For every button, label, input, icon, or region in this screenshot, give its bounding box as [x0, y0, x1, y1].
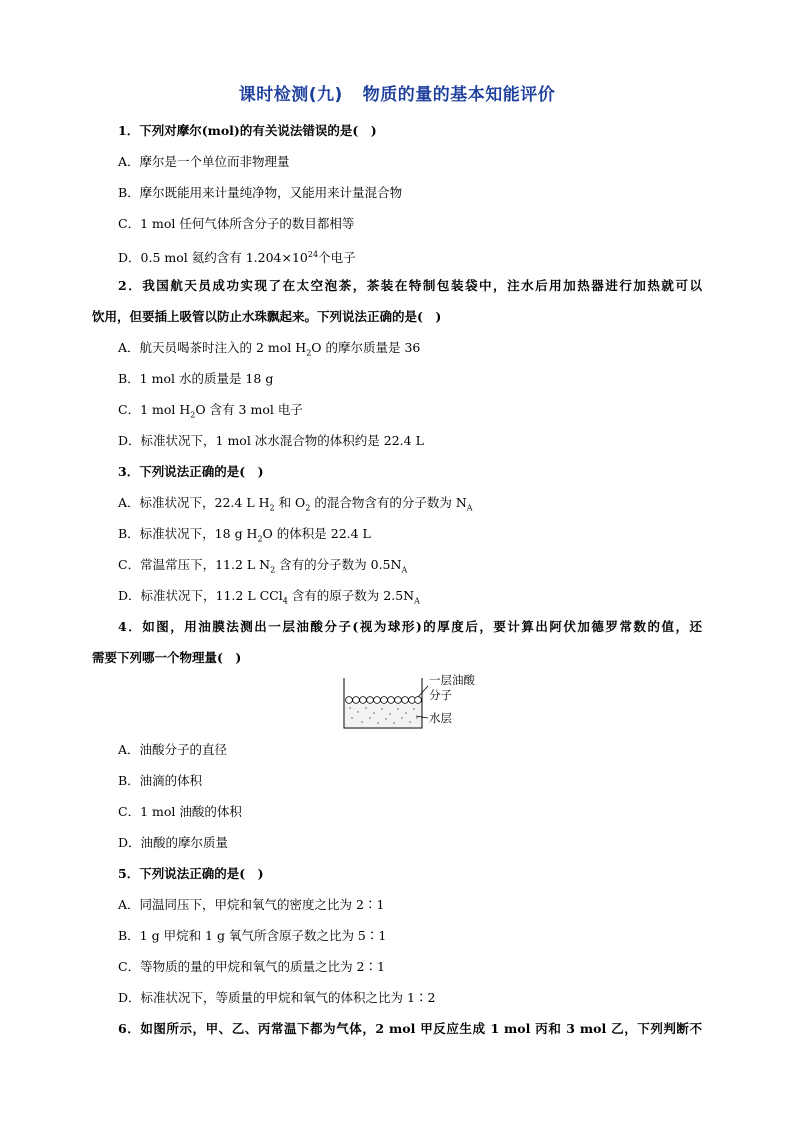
water-layer	[345, 704, 421, 727]
q1-option-c: C．1 mol 任何气体所含分子的数目都相等	[118, 216, 355, 231]
leader-line-molecule	[418, 686, 428, 697]
q2-option-c: C．1 mol $H_2O$ 含有 3 mol 电子	[118, 402, 303, 420]
q3-option-b: B．标准状况下，18 g $H_2O$ 的体积是 22.4 L	[118, 526, 371, 544]
q1-option-d: D．0.5 mol 氦约含有 $1.204\times 10^{24}$个电子	[118, 250, 356, 266]
q2-option-b: B．1 mol 水的质量是 18 g	[118, 371, 274, 386]
q1-option-a: A．摩尔是一个单位而非物理量	[118, 154, 290, 169]
q3-stem: 3．下列说法正确的是( )	[118, 464, 264, 479]
q1-option-b: B．摩尔既能用来计量纯净物，又能用来计量混合物	[118, 185, 403, 200]
q1-stem: 1．下列对摩尔(mol)的有关说法错误的是( )	[118, 123, 377, 138]
q4-option-c: C．1 mol 油酸的体积	[118, 804, 242, 819]
q4-stem-line1: 4．如图，用油膜法测出一层油酸分子(视为球形)的厚度后，要计算出阿伏加德罗常数的值，还	[118, 619, 702, 634]
q2-option-d: D．标准状况下，1 mol 冰水混合物的体积约是 22.4 L	[118, 433, 424, 448]
title-part2: 物质的量的基本知能评价	[362, 85, 556, 105]
q4-option-b: B．油滴的体积	[118, 773, 203, 788]
q2-stem-line1: 2．我国航天员成功实现了在太空泡茶，茶装在特制包装袋中，注水后用加热器进行加热就可以	[118, 278, 702, 293]
label-water-layer: 水层	[429, 711, 452, 725]
q5-option-a: A．同温同压下，甲烷和氧气的密度之比为 2∶1	[118, 897, 385, 912]
q3-option-c: C．常温常压下，11.2 L $N_2$ 含有的分子数为 $0.5N_A$	[118, 557, 408, 575]
label-oil-layer: 一层油酸	[429, 673, 475, 687]
page-title	[0, 80, 794, 105]
oil-molecule-layer	[346, 697, 422, 704]
q5-stem: 5．下列说法正确的是( )	[118, 866, 264, 881]
q2-option-a: A．航天员喝茶时注入的 2 mol $H_2O$ 的摩尔质量是 36	[118, 340, 421, 358]
q4-stem-line2: 需要下列哪一个物理量( )	[92, 650, 242, 665]
title-part1: 课时检测(九)	[238, 85, 343, 105]
q5-option-b: B．1 g 甲烷和 1 g 氧气所含原子数之比为 5∶1	[118, 928, 387, 943]
oil-film-figure	[336, 672, 486, 734]
q5-option-d: D．标准状况下，等质量的甲烷和氧气的体积之比为 1∶2	[118, 990, 436, 1005]
q6-stem-line1: 6．如图所示，甲、乙、丙常温下都为气体，2 mol 甲反应生成 1 mol 丙和 3 mol 乙，下列判断不	[118, 1021, 702, 1036]
q3-option-d: D．标准状况下，11.2 L CCl$_4$ 含有的原子数为 $2.5N_A$	[118, 588, 420, 606]
q4-option-d: D．油酸的摩尔质量	[118, 835, 229, 850]
label-molecule: 分子	[429, 688, 452, 702]
q2-stem-line2: 饮用，但要插上吸管以防止水珠飘起来。下列说法正确的是( )	[92, 309, 442, 324]
q5-option-c: C．等物质的量的甲烷和氧气的质量之比为 2∶1	[118, 959, 385, 974]
q4-option-a: A．油酸分子的直径	[118, 742, 228, 757]
q3-option-a: A．标准状况下，22.4 L $H_2$ 和 $O_2$ 的混合物含有的分子数为 $N_A$	[118, 495, 473, 513]
